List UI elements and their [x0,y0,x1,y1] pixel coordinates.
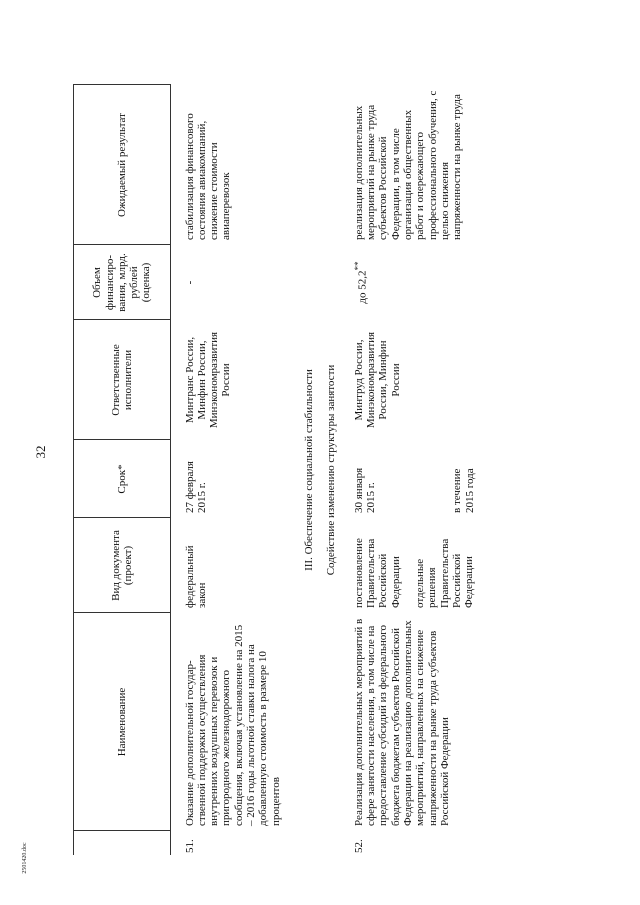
header-name: Наименование [74,613,171,831]
row52-result: реализация дополнительных мероприятий на рынке труда субъектов Российской Федерации, в том числе организация общественных работ и опережающего профессионального обучения, с целью снижения напряженности на рынке труда [352,90,464,240]
row52-deadline-cell [350,440,479,518]
row52-doc-type-2: отдельные решения Правительства Российской Федерации [413,538,476,608]
page-number: 32 [33,445,48,459]
row51-number: 51. [183,839,196,853]
row52-deadline-2: в течение 2015 года [451,468,476,513]
header-num-cell [74,831,171,855]
header-result: Ожидаемый результат [74,85,171,245]
row52-number: 52. [352,839,365,853]
measures-table [73,85,479,856]
table-row-51 [181,85,286,855]
table-row-52 [350,85,479,855]
section-row [285,85,321,855]
subsection-title: Содействие изменению структуры занятости [325,364,338,576]
row51-deadline: 27 февраля 2015 г. [183,461,208,513]
header-doc-type: Вид документа (проект) [74,518,171,613]
row51-result: стабилизация финансового состояния авиакомпаний, снижение стоимости авиаперевозок [183,113,233,240]
header-financing: Объем финансиро-вания, млрд. рублей (оценка) [74,245,171,320]
section-title: III. Обеспечение социальной стабильности [303,369,315,571]
row51-executors: Минтранс России, Минфин России, Минэкономразвития России [183,331,233,429]
rotated-table-frame [73,85,633,855]
row52-deadline-1: 30 января 2015 г. [352,467,377,513]
row52-financing-cell [350,245,479,320]
row51-financing: - [183,280,196,285]
header-deadline: Срок* [74,440,171,518]
table-header-row [74,85,171,855]
row51-doc-type: федеральный закон [183,545,208,608]
row52-doc-type-1: постановление Правительства Российской Федерации [352,538,402,608]
row51-name: Оказание дополнительной государ-ственной поддержки осуществления внутренних воздушных перевозок и пригородного железнодорожного сообщения, включая установление на 2015 – 2016 годы льготной ставки налога на добавленную стоимость в размере 10 процентов [183,624,282,826]
header-executors: Ответственные исполнители [74,320,171,440]
row52-name: Реализация дополнительных мероприятий в сфере занятости населения, в том числе на предоставление субсидий из федерального бюджета бюджетам субъектов Российской Федерации на реализацию дополнительных мероприятий, направленных на снижение напряженности на рынке труда субъектов Российской Федерации [352,618,451,826]
row52-executors: Минтруд России, Минэкономразвития России, Минфин России [352,331,402,429]
subsection-row [321,85,349,855]
row52-financing: до 52,2 [356,270,369,304]
file-reference: 2501420.doc [22,842,28,874]
row52-doc-type-cell [350,518,479,613]
row52-financing-note: ** [352,261,363,271]
